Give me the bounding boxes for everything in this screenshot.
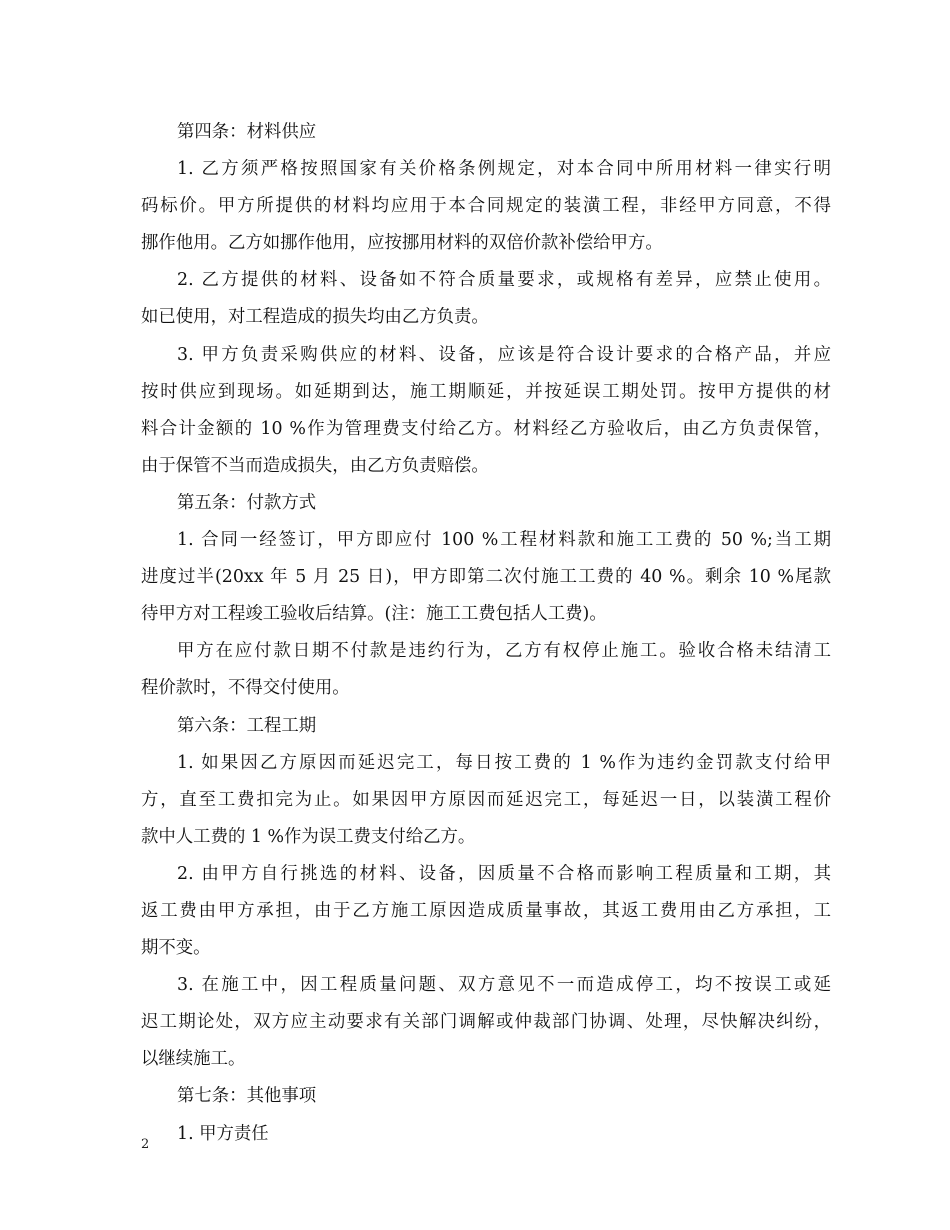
paragraph-line: 1. 合同一经签订，甲方即应付 100 %工程材料款和施工工费的 50 %;当工期 (177, 530, 831, 551)
paragraph-line: 3. 在施工中，因工程质量问题、双方意见不一而造成停工，均不按误工或延 (177, 975, 831, 996)
paragraph-line: 以继续施工。 (141, 1049, 246, 1070)
section-heading-article-7: 第七条：其他事项 (177, 1086, 317, 1107)
paragraph-line: 挪作他用。乙方如挪作他用，应按挪用材料的双倍价款补偿给甲方。 (141, 233, 663, 254)
paragraph-line: 方，直至工费扣完为止。如果因甲方原因而延迟完工，每延迟一日，以装潢工程价 (141, 789, 831, 810)
paragraph-line: 码标价。甲方所提供的材料均应用于本合同规定的装潢工程，非经甲方同意，不得 (141, 196, 831, 217)
document-body (141, 114, 831, 1153)
section-heading-article-5: 第五条：付款方式 (177, 492, 317, 513)
paragraph-line: 程价款时，不得交付使用。 (141, 678, 350, 699)
paragraph-line: 1. 如果因乙方原因而延迟完工，每日按工费的 1 %作为违约金罚款支付给甲 (177, 752, 831, 773)
paragraph-line: 迟工期论处，双方应主动要求有关部门调解或仲裁部门协调、处理，尽快解决纠纷， (141, 1012, 831, 1033)
paragraph-line: 返工费由甲方承担，由于乙方施工原因造成质量事故，其返工费用由乙方承担，工 (141, 900, 831, 921)
paragraph-line: 期不变。 (141, 938, 211, 959)
paragraph-line: 如已使用，对工程造成的损失均由乙方负责。 (141, 307, 489, 328)
paragraph-line: 甲方在应付款日期不付款是违约行为，乙方有权停止施工。验收合格未结清工 (177, 641, 831, 662)
paragraph-line: 3. 甲方负责采购供应的材料、设备，应该是符合设计要求的合格产品，并应 (177, 344, 831, 365)
paragraph-line: 料合计金额的 10 %作为管理费支付给乙方。材料经乙方验收后，由乙方负责保管， (141, 418, 831, 439)
paragraph-line: 由于保管不当而造成损失，由乙方负责赔偿。 (141, 455, 489, 476)
paragraph-line: 按时供应到现场。如延期到达，施工期顺延，并按延误工期处罚。按甲方提供的材 (141, 381, 831, 402)
section-heading-article-6: 第六条：工程工期 (177, 715, 317, 736)
paragraph-line: 2. 乙方提供的材料、设备如不符合质量要求，或规格有差异，应禁止使用。 (177, 270, 831, 291)
paragraph-line: 进度过半(20xx 年 5 月 25 日)，甲方即第二次付施工工费的 40 %。剩余 10 %尾款 (141, 567, 831, 588)
paragraph-line: 1. 甲方责任 (177, 1123, 269, 1144)
section-heading-article-4: 第四条：材料供应 (177, 122, 317, 142)
paragraph-line: 1. 乙方须严格按照国家有关价格条例规定，对本合同中所用材料一律实行明 (177, 159, 831, 180)
paragraph-line: 待甲方对工程竣工验收后结算。(注：施工工费包括人工费)。 (141, 604, 607, 625)
paragraph-line: 款中人工费的 1 %作为误工费支付给乙方。 (141, 826, 476, 847)
paragraph-line: 2. 由甲方自行挑选的材料、设备，因质量不合格而影响工程质量和工期，其 (177, 863, 831, 884)
page-number: 2 (141, 1137, 150, 1152)
